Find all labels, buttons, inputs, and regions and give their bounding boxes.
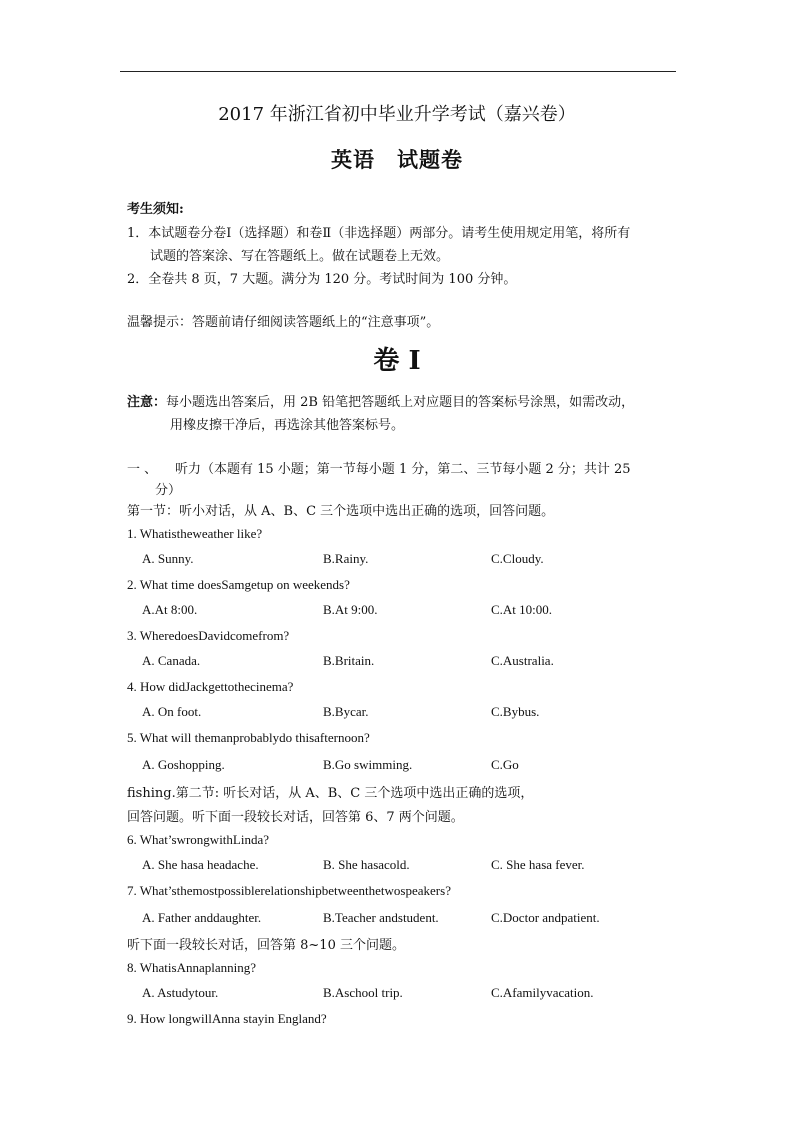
- q2-option-a: A.At 8:00.: [142, 602, 198, 617]
- q2-option-b: B.At 9:00.: [323, 602, 378, 617]
- paper-label: 试题卷: [397, 147, 463, 172]
- part-number: 一 、: [127, 462, 158, 477]
- note-text: 每小题选出答案后，用 2B 铅笔把答题纸上对应题目的答案标号涂黑，如需改动，: [166, 395, 635, 410]
- q1-option-b: B.Rainy.: [323, 551, 369, 566]
- q8-option-a: A. Astudytour.: [142, 985, 219, 1000]
- q7-option-b: B.Teacher andstudent.: [323, 910, 439, 925]
- part-title-line-2: 分）: [155, 483, 182, 498]
- exam-title: 2017 年浙江省初中毕业升学考试（嘉兴卷）: [218, 104, 576, 125]
- section-2-instruction-line-2: 回答问题。听下面一段较长对话，回答第 6、7 两个问题。: [127, 810, 464, 825]
- section-note-line-2: 用橡皮擦干净后，再选涂其他答案标号。: [170, 418, 405, 433]
- notice-heading: 考生须知:: [127, 202, 184, 217]
- section-2-instruction-line-1: fishing.第二节: 听长对话，从 A、B、C 三个选项中选出正确的选项，: [127, 786, 534, 801]
- q4-option-c: C.Bybus.: [491, 704, 540, 719]
- note-label: 注意：: [127, 395, 167, 410]
- question-8: 8. WhatisAnnaplanning?: [127, 960, 257, 975]
- question-6: 6. What’swrongwithLinda?: [127, 832, 270, 847]
- q7-option-c: C.Doctor andpatient.: [491, 910, 600, 925]
- q5-option-c: C.Go: [491, 757, 519, 772]
- q5-option-a: A. Goshopping.: [142, 757, 225, 772]
- section-1-instruction: 第一节：听小对话，从 A、B、C 三个选项中选出正确的选项，回答问题。: [127, 504, 555, 519]
- subject-label: 英语: [331, 147, 375, 172]
- question-7: 7. What’sthemostpossiblerelationshipbetweenthetwospeakers?: [127, 883, 451, 898]
- question-1: 1. Whatistheweather like?: [127, 526, 263, 541]
- q6-option-c: C. She hasa fever.: [491, 857, 585, 872]
- question-9: 9. How longwillAnna stayin England?: [127, 1011, 327, 1026]
- q4-option-a: A. On foot.: [142, 704, 202, 719]
- section-title: 卷 I: [373, 346, 421, 376]
- q2-option-c: C.At 10:00.: [491, 602, 553, 617]
- q1-option-a: A. Sunny.: [142, 551, 194, 566]
- section-3-instruction: 听下面一段较长对话，回答第 8~10 三个问题。: [127, 938, 405, 953]
- q1-option-c: C.Cloudy.: [491, 551, 544, 566]
- section-note-line-1: [127, 391, 634, 410]
- q3-option-a: A. Canada.: [142, 653, 201, 668]
- notice-item-1-line-1: 1．本试题卷分卷Ⅰ（选择题）和卷Ⅱ（非选择题）两部分。请考生使用规定用笔，将所有: [127, 226, 631, 241]
- notice-tip: 温馨提示：答题前请仔细阅读答题纸上的“注意事项”。: [127, 315, 440, 330]
- notice-item-2: 2．全卷共 8 页，7 大题。满分为 120 分。考试时间为 100 分钟。: [127, 272, 517, 287]
- question-5: 5. What will themanprobablydo thisafternoon?: [127, 730, 370, 745]
- q7-option-a: A. Father anddaughter.: [142, 910, 262, 925]
- q5-option-b: B.Go swimming.: [323, 757, 413, 772]
- q6-option-a: A. She hasa headache.: [142, 857, 259, 872]
- q8-option-c: C.Afamilyvacation.: [491, 985, 594, 1000]
- header-rule: [120, 71, 676, 72]
- q8-option-b: B.Aschool trip.: [323, 985, 403, 1000]
- notice-item-1-line-2: 试题的答案涂、写在答题纸上。做在试题卷上无效。: [150, 249, 450, 264]
- question-4: 4. How didJackgettothecinema?: [127, 679, 294, 694]
- part-title-line-1: 听力（本题有 15 小题；第一节每小题 1 分，第二、三节每小题 2 分；共计 25: [175, 462, 631, 477]
- exam-subtitle: [0, 144, 794, 174]
- question-2: 2. What time doesSamgetup on weekends?: [127, 577, 350, 592]
- q6-option-b: B. She hasacold.: [323, 857, 410, 872]
- q3-option-b: B.Britain.: [323, 653, 375, 668]
- q4-option-b: B.Bycar.: [323, 704, 369, 719]
- q3-option-c: C.Australia.: [491, 653, 554, 668]
- question-3: 3. WheredoesDavidcomefrom?: [127, 628, 290, 643]
